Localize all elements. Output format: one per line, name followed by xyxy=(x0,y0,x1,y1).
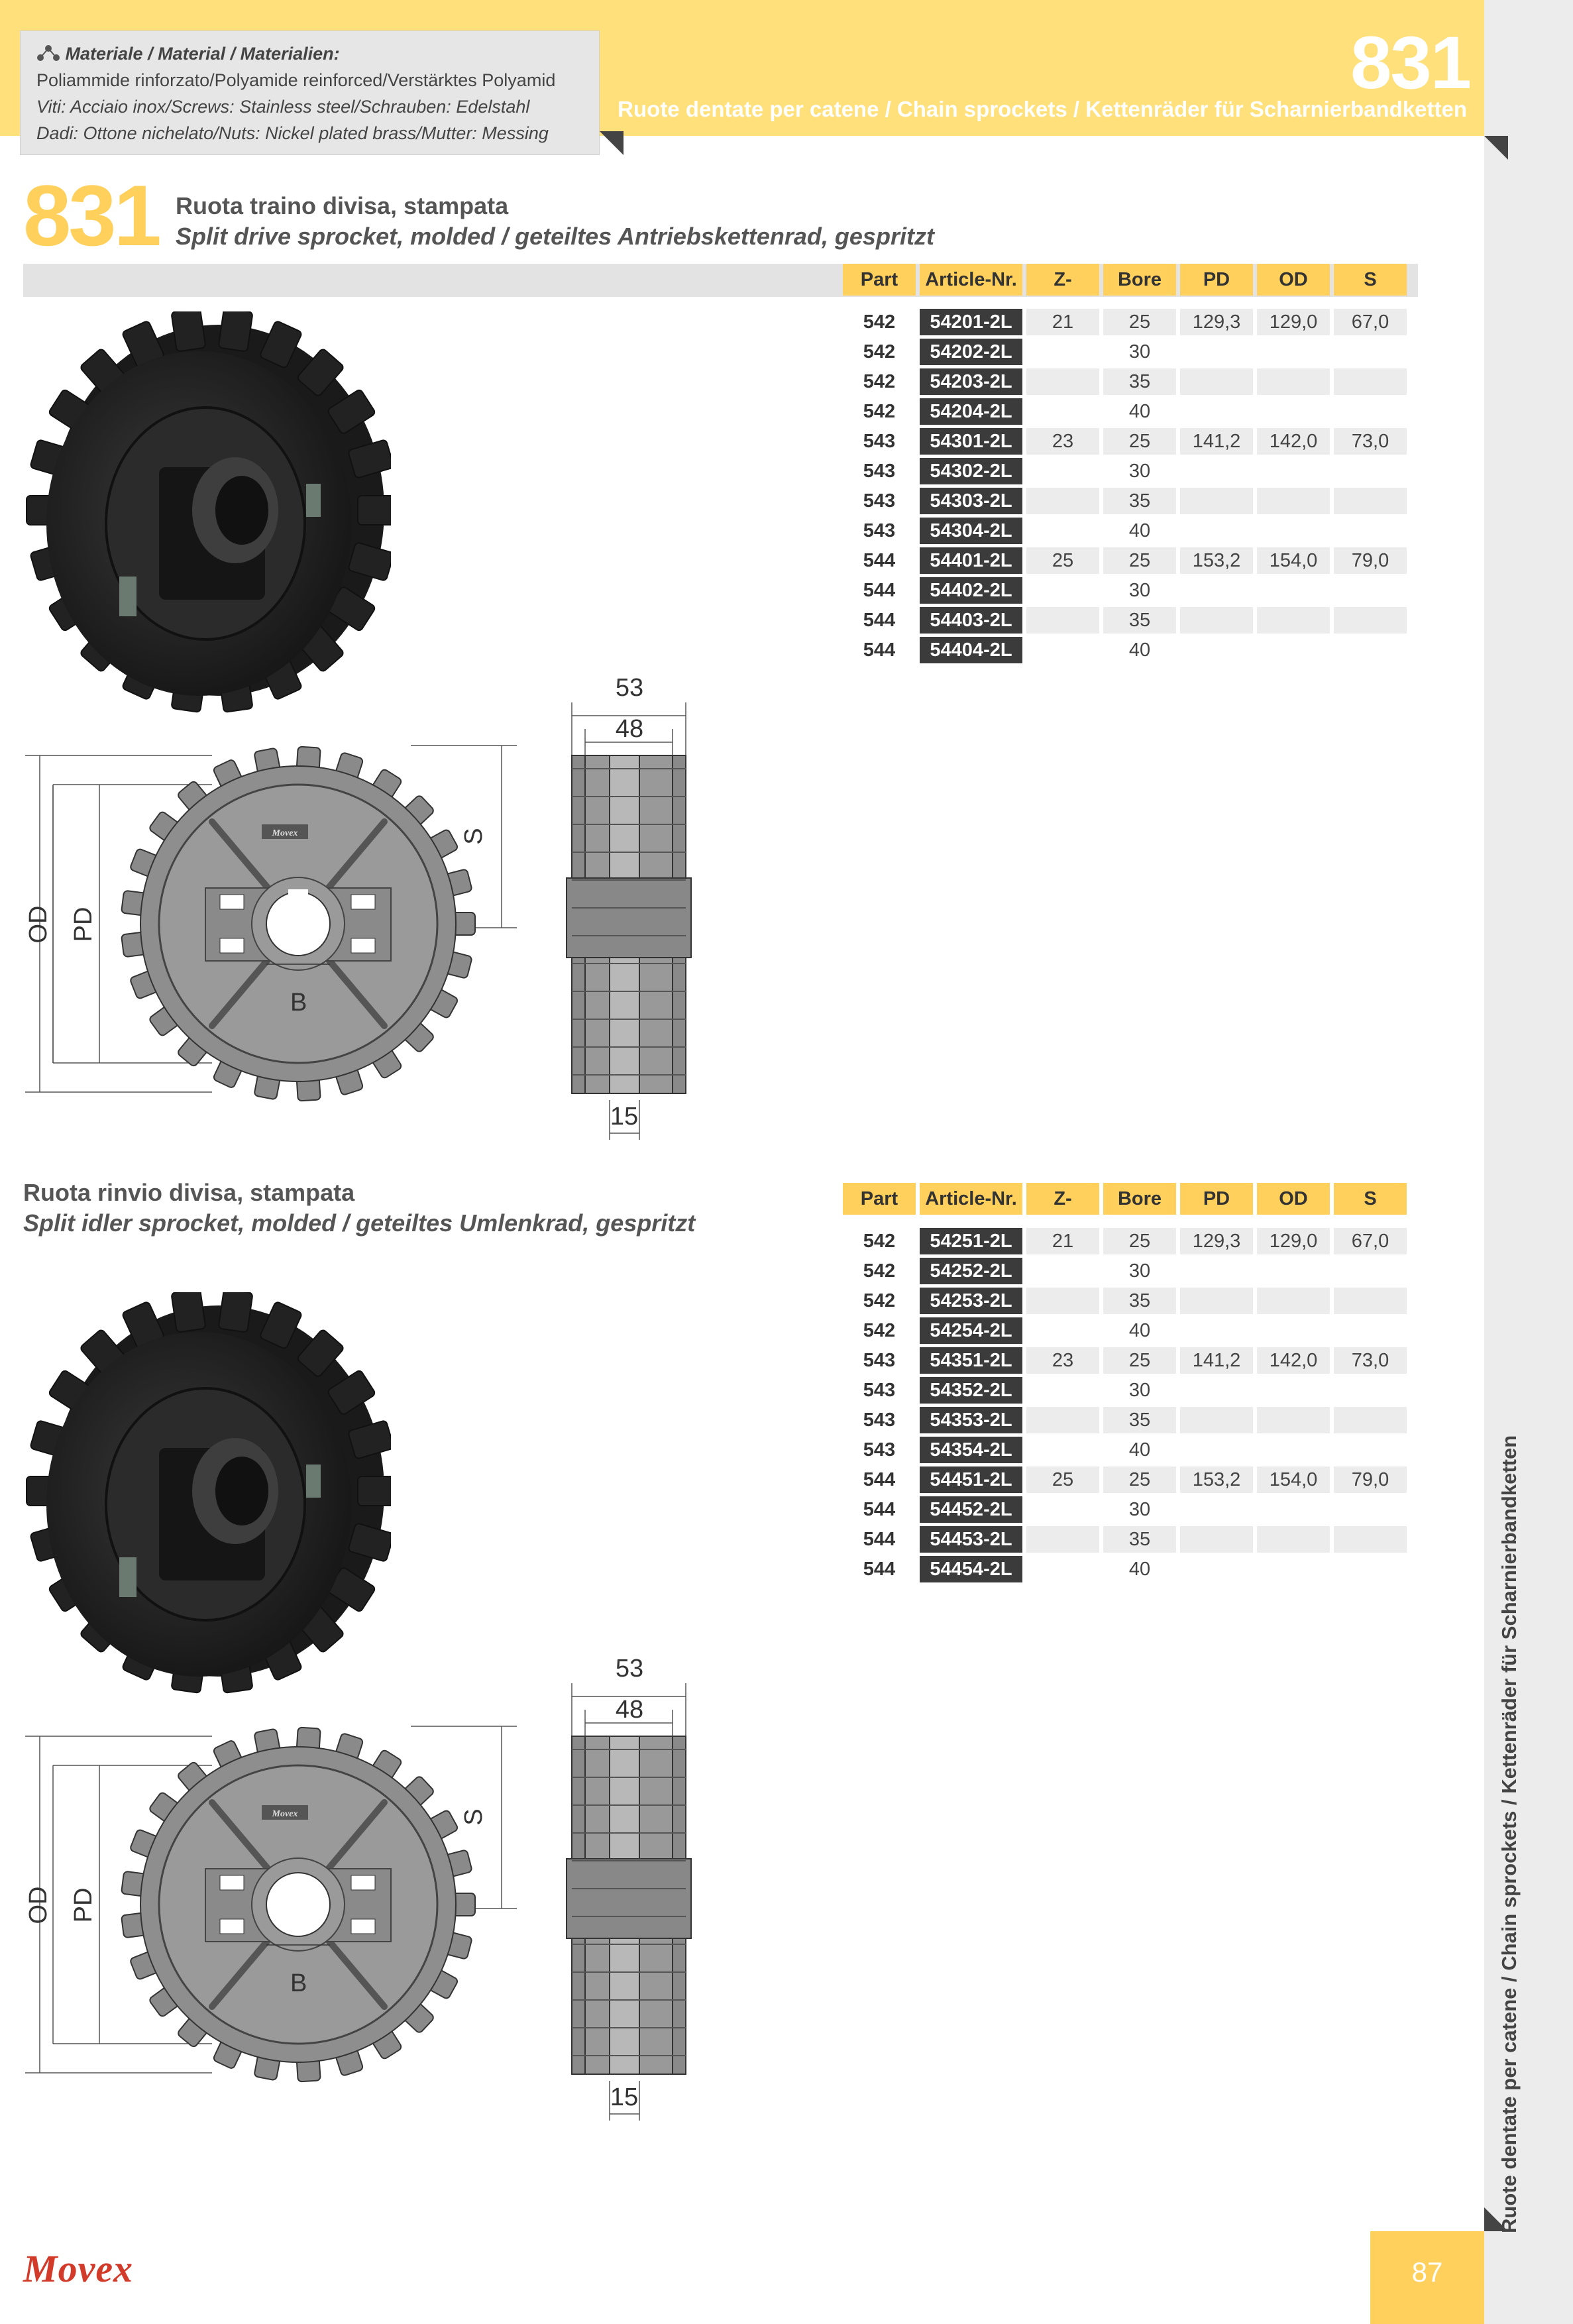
column-header: Article-Nr. xyxy=(920,1183,1022,1215)
dim-53: 53 xyxy=(615,1655,644,1683)
table-row xyxy=(843,1496,1407,1523)
table-row xyxy=(843,1288,1407,1314)
header-subtitle: Ruote dentate per catene / Chain sprockets / Kettenräder für Scharnierbandketten xyxy=(618,97,1467,121)
material-box-corner xyxy=(600,131,624,155)
movex-logo: Movex xyxy=(23,2247,134,2290)
table-cell: 40 xyxy=(1128,1558,1151,1580)
table-cell: 25 xyxy=(1103,1228,1176,1254)
table-cell xyxy=(1334,1437,1407,1463)
table-cell xyxy=(1026,1258,1099,1284)
column-header: Z- xyxy=(1026,264,1099,296)
column-header: Article-Nr. xyxy=(920,264,1022,296)
table-cell xyxy=(1334,398,1407,425)
table-cell: 25 xyxy=(1103,1347,1176,1374)
article-number-cell: 54254-2L xyxy=(920,1317,1022,1344)
material-title-row xyxy=(36,40,583,67)
table-row xyxy=(843,428,1407,455)
table-cell xyxy=(1257,1526,1330,1553)
molecule-icon xyxy=(36,44,60,62)
article-number-cell: 54302-2L xyxy=(920,458,1022,484)
table-cell xyxy=(1026,1496,1099,1523)
table-cell: 35 xyxy=(1103,488,1176,514)
table-cell xyxy=(1180,637,1253,663)
table-cell xyxy=(1180,339,1253,365)
table-cell xyxy=(1334,458,1407,484)
table-cell xyxy=(1257,1288,1330,1314)
dim-48: 48 xyxy=(615,715,644,743)
drive-sprocket-drawing xyxy=(13,663,729,1140)
article-number-cell: 54303-2L xyxy=(920,488,1022,514)
table-cell xyxy=(1334,577,1407,604)
idler-sprocket-photo xyxy=(20,1292,391,1703)
material-line: Viti: Acciaio inox/Screws: Stainless steel/Schrauben: Edelstahl xyxy=(36,97,530,117)
table-cell xyxy=(1026,1556,1099,1582)
table-cell: 40 xyxy=(1128,1319,1151,1341)
table-cell xyxy=(1180,1288,1253,1314)
table-cell xyxy=(1026,637,1099,663)
column-header: Bore xyxy=(1103,1183,1176,1215)
table-cell xyxy=(1180,1496,1253,1523)
table-cell: 543 xyxy=(863,430,896,452)
table-row xyxy=(843,1526,1407,1553)
table-cell xyxy=(1257,1496,1330,1523)
table-cell xyxy=(1334,1407,1407,1433)
table-cell: 35 xyxy=(1103,607,1176,634)
article-number-cell: 54454-2L xyxy=(920,1556,1022,1582)
table-cell: 23 xyxy=(1026,428,1099,455)
table-cell xyxy=(1257,398,1330,425)
table-cell xyxy=(1257,1407,1330,1433)
table-cell: 544 xyxy=(863,579,896,601)
table-cell: 67,0 xyxy=(1334,1228,1407,1254)
table-cell: 23 xyxy=(1026,1347,1099,1374)
column-header: PD xyxy=(1180,1183,1253,1215)
table-cell: 79,0 xyxy=(1334,547,1407,574)
table-cell xyxy=(1257,339,1330,365)
od-label: OD xyxy=(25,1886,52,1924)
article-number-cell: 54253-2L xyxy=(920,1288,1022,1314)
article-number-cell: 54452-2L xyxy=(920,1496,1022,1523)
table-cell xyxy=(1257,607,1330,634)
table-cell xyxy=(1026,1377,1099,1404)
table-cell: 25 xyxy=(1103,309,1176,335)
od-label: OD xyxy=(25,905,52,944)
table-cell xyxy=(1334,637,1407,663)
material-title: Materiale / Material / Materialien: xyxy=(65,44,340,64)
table-cell xyxy=(1334,1258,1407,1284)
table-cell: 67,0 xyxy=(1334,309,1407,335)
dim-15: 15 xyxy=(610,2083,639,2111)
table-cell xyxy=(1026,1437,1099,1463)
pd-label: PD xyxy=(70,1887,97,1923)
table-cell xyxy=(1334,339,1407,365)
table-cell xyxy=(1180,1407,1253,1433)
gear-tooth xyxy=(171,311,205,352)
table-cell: 544 xyxy=(863,639,896,661)
page-number: 87 xyxy=(1411,2256,1443,2288)
table-cell: 73,0 xyxy=(1334,1347,1407,1374)
gear-photo-group xyxy=(27,311,391,712)
table-row xyxy=(843,1466,1407,1493)
column-header: OD xyxy=(1257,1183,1330,1215)
table-cell xyxy=(1180,518,1253,544)
table-cell xyxy=(1334,1526,1407,1553)
table-cell xyxy=(1334,1288,1407,1314)
column-header: Part xyxy=(843,1183,916,1215)
table-cell: 153,2 xyxy=(1180,547,1253,574)
table-row xyxy=(843,518,1407,544)
table-cell: 543 xyxy=(863,520,896,541)
side-view-gear xyxy=(567,755,691,1093)
column-header: PD xyxy=(1180,264,1253,296)
dim-15: 15 xyxy=(610,1103,639,1131)
table-row xyxy=(843,1317,1407,1344)
table-cell xyxy=(1257,637,1330,663)
front-view-gear xyxy=(121,1727,475,2081)
column-header: OD xyxy=(1257,264,1330,296)
table-cell xyxy=(1180,398,1253,425)
column-header: S xyxy=(1334,264,1407,296)
front-view-gear xyxy=(121,746,475,1101)
table-cell xyxy=(1180,368,1253,395)
article-number-cell: 54453-2L xyxy=(920,1526,1022,1553)
material-box xyxy=(20,30,600,155)
table-row xyxy=(843,309,1407,335)
table-cell xyxy=(1257,577,1330,604)
article-number-cell: 54204-2L xyxy=(920,398,1022,425)
table-cell: 79,0 xyxy=(1334,1466,1407,1493)
table-cell xyxy=(1257,458,1330,484)
table-cell xyxy=(1334,368,1407,395)
table-cell: 543 xyxy=(863,1379,896,1401)
table-row xyxy=(843,607,1407,634)
table-cell: 35 xyxy=(1103,1407,1176,1433)
table-row xyxy=(843,637,1407,663)
gear-tooth xyxy=(358,1476,391,1506)
table-cell xyxy=(1257,1377,1330,1404)
article-number-cell: 54203-2L xyxy=(920,368,1022,395)
table-cell: 35 xyxy=(1103,1526,1176,1553)
table-cell xyxy=(1334,488,1407,514)
table-cell xyxy=(1334,1496,1407,1523)
article-number-cell: 54252-2L xyxy=(920,1258,1022,1284)
header-corner xyxy=(1484,136,1508,160)
table-cell xyxy=(1180,1317,1253,1344)
table-cell xyxy=(1026,607,1099,634)
pd-label: PD xyxy=(70,907,97,942)
gear-tooth xyxy=(219,1292,253,1333)
table-cell xyxy=(1334,1317,1407,1344)
table-cell: 543 xyxy=(863,490,896,512)
table-cell xyxy=(1026,1317,1099,1344)
b-label: B xyxy=(290,989,307,1017)
article-number-cell: 54304-2L xyxy=(920,518,1022,544)
table-cell: 21 xyxy=(1026,1228,1099,1254)
table-cell xyxy=(1334,607,1407,634)
table-row xyxy=(843,1437,1407,1463)
table-cell xyxy=(1257,1258,1330,1284)
table-cell xyxy=(1026,1526,1099,1553)
column-header: Z- xyxy=(1026,1183,1099,1215)
table-cell xyxy=(1334,518,1407,544)
dim-48: 48 xyxy=(615,1696,644,1724)
gear-photo-group xyxy=(27,1292,391,1693)
table-cell xyxy=(1026,458,1099,484)
table-cell: 25 xyxy=(1026,547,1099,574)
article-number-cell: 54351-2L xyxy=(920,1347,1022,1374)
b-label: B xyxy=(290,1969,307,1997)
table-cell: 35 xyxy=(1103,1288,1176,1314)
table-cell xyxy=(1026,368,1099,395)
spec-table-idler xyxy=(839,1180,1411,1586)
s-label: S xyxy=(460,828,488,845)
article-number-cell: 54201-2L xyxy=(920,309,1022,335)
table-cell: 542 xyxy=(863,1319,896,1341)
table-cell xyxy=(1026,339,1099,365)
table-cell: 544 xyxy=(863,1468,896,1490)
table-cell xyxy=(1257,1317,1330,1344)
section2-title xyxy=(23,1178,695,1239)
spec-table-drive xyxy=(839,260,1411,667)
table-row xyxy=(843,398,1407,425)
table-cell xyxy=(1026,488,1099,514)
article-number-cell: 54451-2L xyxy=(920,1466,1022,1493)
side-vertical-title: Ruote dentate per catene / Chain sprockets / Kettenräder für Scharnierbandketten xyxy=(1497,1435,1521,2233)
table-cell xyxy=(1026,577,1099,604)
table-cell: 25 xyxy=(1103,547,1176,574)
table-row xyxy=(843,488,1407,514)
table-cell xyxy=(1180,1377,1253,1404)
table-cell: 544 xyxy=(863,1498,896,1520)
table-cell: 542 xyxy=(863,1230,896,1252)
drive-sprocket-photo xyxy=(20,311,391,722)
table-cell: 129,3 xyxy=(1180,309,1253,335)
table-cell xyxy=(1257,488,1330,514)
table-cell: 542 xyxy=(863,370,896,392)
idler-sprocket-drawing xyxy=(13,1643,729,2121)
table-cell: 543 xyxy=(863,1439,896,1461)
gear-tooth xyxy=(171,1292,205,1333)
hub-logo: Movex xyxy=(272,1809,298,1819)
table-cell xyxy=(1180,488,1253,514)
gear-tooth xyxy=(219,311,253,352)
section1-title xyxy=(176,191,934,252)
table-cell: 40 xyxy=(1128,520,1151,541)
table-cell: 141,2 xyxy=(1180,1347,1253,1374)
article-number-cell: 54354-2L xyxy=(920,1437,1022,1463)
table-cell: 30 xyxy=(1128,341,1151,362)
table-row xyxy=(843,1228,1407,1254)
table-cell: 543 xyxy=(863,1349,896,1371)
table-cell: 129,3 xyxy=(1180,1228,1253,1254)
article-number-cell: 54352-2L xyxy=(920,1377,1022,1404)
table-cell: 30 xyxy=(1128,579,1151,601)
table-cell: 154,0 xyxy=(1257,1466,1330,1493)
article-number-cell: 54301-2L xyxy=(920,428,1022,455)
gear-tooth xyxy=(358,496,391,525)
article-number-cell: 54401-2L xyxy=(920,547,1022,574)
table-cell: 142,0 xyxy=(1257,428,1330,455)
article-number-cell: 54403-2L xyxy=(920,607,1022,634)
table-row xyxy=(843,577,1407,604)
table-cell xyxy=(1180,1258,1253,1284)
table-cell: 25 xyxy=(1026,1466,1099,1493)
table-cell: 154,0 xyxy=(1257,547,1330,574)
table-cell: 141,2 xyxy=(1180,428,1253,455)
table-cell: 542 xyxy=(863,311,896,333)
table-cell xyxy=(1180,607,1253,634)
table-cell: 40 xyxy=(1128,400,1151,422)
column-header: S xyxy=(1334,1183,1407,1215)
table-cell: 543 xyxy=(863,1409,896,1431)
table-cell: 542 xyxy=(863,341,896,362)
table-cell xyxy=(1334,1556,1407,1582)
section2-title-it: Ruota rinvio divisa, stampata xyxy=(23,1179,355,1206)
table-cell: 40 xyxy=(1128,639,1151,661)
table-cell xyxy=(1180,1437,1253,1463)
table-row xyxy=(843,339,1407,365)
table-cell: 30 xyxy=(1128,460,1151,482)
table-row xyxy=(843,1347,1407,1374)
table-cell xyxy=(1257,1556,1330,1582)
table-cell xyxy=(1026,1288,1099,1314)
table-cell: 544 xyxy=(863,549,896,571)
table-cell: 153,2 xyxy=(1180,1466,1253,1493)
table-cell: 35 xyxy=(1103,368,1176,395)
table-cell: 30 xyxy=(1128,1498,1151,1520)
article-number-cell: 54353-2L xyxy=(920,1407,1022,1433)
table-cell: 542 xyxy=(863,1290,896,1311)
table-cell xyxy=(1026,1407,1099,1433)
table-cell xyxy=(1026,518,1099,544)
s-label: S xyxy=(460,1808,488,1826)
header-page-code: 831 xyxy=(1350,21,1470,104)
table-cell: 73,0 xyxy=(1334,428,1407,455)
drive-table xyxy=(839,260,1411,667)
hub-logo: Movex xyxy=(272,828,298,838)
section1-title-it: Ruota traino divisa, stampata xyxy=(176,192,509,219)
dim-53: 53 xyxy=(615,674,644,702)
section1-title-en-de: Split drive sprocket, molded / geteiltes Antriebskettenrad, gespritzt xyxy=(176,223,934,250)
table-cell: 129,0 xyxy=(1257,309,1330,335)
table-cell xyxy=(1180,577,1253,604)
table-cell: 544 xyxy=(863,1558,896,1580)
section-number: 831 xyxy=(23,167,159,264)
article-number-cell: 54202-2L xyxy=(920,339,1022,365)
table-cell: 142,0 xyxy=(1257,1347,1330,1374)
table-cell xyxy=(1180,1556,1253,1582)
table-cell: 30 xyxy=(1128,1260,1151,1282)
table-row xyxy=(843,547,1407,574)
side-view-gear xyxy=(567,1736,691,2074)
table-cell: 40 xyxy=(1128,1439,1151,1461)
table-cell xyxy=(1026,398,1099,425)
table-row xyxy=(843,1377,1407,1404)
article-number-cell: 54251-2L xyxy=(920,1228,1022,1254)
table-row xyxy=(843,458,1407,484)
material-line: Dadi: Ottone nichelato/Nuts: Nickel plated brass/Mutter: Messing xyxy=(36,123,549,143)
column-header: Part xyxy=(843,264,916,296)
table-cell: 25 xyxy=(1103,428,1176,455)
material-line: Poliammide rinforzato/Polyamide reinforced/Verstärktes Polyamid xyxy=(36,70,556,90)
table-cell: 30 xyxy=(1128,1379,1151,1401)
article-number-cell: 54402-2L xyxy=(920,577,1022,604)
table-cell xyxy=(1257,518,1330,544)
table-cell xyxy=(1180,458,1253,484)
table-cell: 21 xyxy=(1026,309,1099,335)
section2-title-en-de: Split idler sprocket, molded / geteiltes Umlenkrad, gespritzt xyxy=(23,1209,696,1237)
table-cell: 543 xyxy=(863,460,896,482)
table-cell: 544 xyxy=(863,1528,896,1550)
article-number-cell: 54404-2L xyxy=(920,637,1022,663)
table-cell xyxy=(1257,368,1330,395)
table-cell: 542 xyxy=(863,400,896,422)
table-row xyxy=(843,1258,1407,1284)
table-cell: 544 xyxy=(863,609,896,631)
table-cell xyxy=(1257,1437,1330,1463)
table-cell: 129,0 xyxy=(1257,1228,1330,1254)
table-cell: 25 xyxy=(1103,1466,1176,1493)
column-header: Bore xyxy=(1103,264,1176,296)
idler-table xyxy=(839,1180,1411,1586)
table-cell xyxy=(1334,1377,1407,1404)
table-row xyxy=(843,1556,1407,1582)
table-cell xyxy=(1180,1526,1253,1553)
table-row xyxy=(843,368,1407,395)
table-row xyxy=(843,1407,1407,1433)
table-cell: 542 xyxy=(863,1260,896,1282)
